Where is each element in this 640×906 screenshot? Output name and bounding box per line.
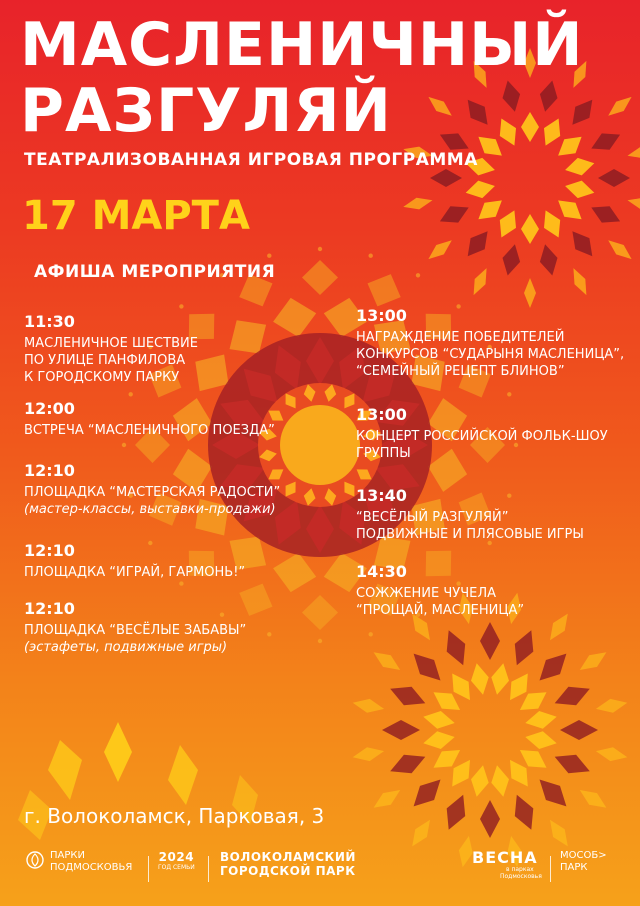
event-desc: “ПРОЩАЙ, МАСЛЕНИЦА” [356, 603, 525, 618]
event-item [356, 405, 626, 462]
event-desc: СОЖЖЕНИЕ ЧУЧЕЛА [356, 586, 497, 601]
event-desc: ПЛОЩАДКА “ИГРАЙ, ГАРМОНЬ!” [24, 565, 246, 580]
parks-logo-line2: ПОДМОСКОВЬЯ [50, 862, 133, 873]
event-desc: “СЕМЕЙНЫЙ РЕЦЕПТ БЛИНОВ” [356, 364, 565, 379]
event-item [24, 461, 324, 518]
afisha-heading: АФИША МЕРОПРИЯТИЯ [34, 262, 276, 282]
event-time: 13:00 [356, 405, 407, 424]
event-note: (эстафеты, подвижные игры) [24, 640, 228, 655]
poster-title-line1: МАСЛЕНИЧНЫЙ [20, 10, 584, 80]
event-desc: ПЛОЩАДКА “ВЕСЁЛЫЕ ЗАБАВЫ” [24, 623, 247, 638]
park-name-line2: ГОРОДСКОЙ ПАРК [220, 864, 356, 878]
vesna-logo [472, 850, 542, 880]
event-time: 12:10 [24, 461, 75, 480]
event-time: 11:30 [24, 312, 75, 331]
event-item [356, 486, 626, 543]
event-item [24, 599, 324, 656]
event-desc: “ВЕСЁЛЫЙ РАЗГУЛЯЙ” [356, 510, 509, 525]
event-time: 13:00 [356, 306, 407, 325]
event-time: 12:10 [24, 541, 75, 560]
event-desc: К ГОРОДСКОМУ ПАРКУ [24, 370, 180, 385]
leaf-icon [26, 851, 44, 873]
event-desc: ВСТРЕЧА “МАСЛЕНИЧНОГО ПОЕЗДА” [24, 423, 275, 438]
event-time: 12:00 [24, 399, 75, 418]
event-time: 12:10 [24, 599, 75, 618]
park-name-line1: ВОЛОКОЛАМСКИЙ [220, 850, 356, 864]
event-desc: МАСЛЕНИЧНОЕ ШЕСТВИЕ [24, 336, 198, 351]
footer-divider [550, 856, 551, 882]
event-note: (мастер-классы, выставки-продажи) [24, 502, 276, 517]
year-logo-number: 2024 [158, 850, 195, 864]
event-desc: ПЛОЩАДКА “МАСТЕРСКАЯ РАДОСТИ” [24, 485, 281, 500]
poster-subtitle: ТЕАТРАЛИЗОВАННАЯ ИГРОВАЯ ПРОГРАММА [24, 150, 478, 170]
event-item [24, 399, 324, 439]
year-logo-caption: ГОД СЕМЬИ [158, 864, 195, 871]
event-time: 13:40 [356, 486, 407, 505]
parks-logo-line1: ПАРКИ [50, 850, 85, 861]
event-desc: КОНЦЕРТ РОССИЙСКОЙ ФОЛЬК-ШОУ [356, 429, 608, 444]
event-desc: ПО УЛИЦЕ ПАНФИЛОВА [24, 353, 186, 368]
mosoblpark-logo [560, 850, 607, 874]
event-item [356, 306, 626, 380]
event-item [356, 562, 626, 619]
mosobl-logo-line1: МОСОБ> [560, 850, 607, 861]
year-of-family-logo [158, 850, 195, 871]
event-time: 14:30 [356, 562, 407, 581]
vesna-logo-caption2: Подмосковья [500, 873, 542, 880]
event-desc: ПОДВИЖНЫЕ И ПЛЯСОВЫЕ ИГРЫ [356, 527, 584, 542]
bottom-right-sun-ornament [353, 593, 628, 868]
park-name-logo [220, 850, 356, 878]
event-item [24, 541, 324, 581]
event-date: 17 МАРТА [22, 193, 250, 239]
vesna-logo-word: ВЕСНА [472, 848, 538, 867]
mosobl-logo-line2: ПАРК [560, 862, 588, 873]
top-right-sun-ornament [403, 48, 640, 308]
event-desc: КОНКУРСОВ “СУДАРЫНЯ МАСЛЕНИЦА”, [356, 347, 625, 362]
event-item [24, 312, 324, 386]
event-desc: ГРУППЫ [356, 446, 411, 461]
event-address: г. Волоколамск, Парковая, 3 [24, 804, 325, 828]
footer-divider [148, 856, 149, 882]
vesna-logo-caption1: в парках [506, 866, 534, 873]
parks-podmoskovya-logo [26, 850, 132, 874]
event-desc: НАГРАЖДЕНИЕ ПОБЕДИТЕЛЕЙ [356, 330, 565, 345]
footer-divider [208, 856, 209, 882]
poster-title-line2: РАЗГУЛЯЙ [20, 76, 392, 146]
